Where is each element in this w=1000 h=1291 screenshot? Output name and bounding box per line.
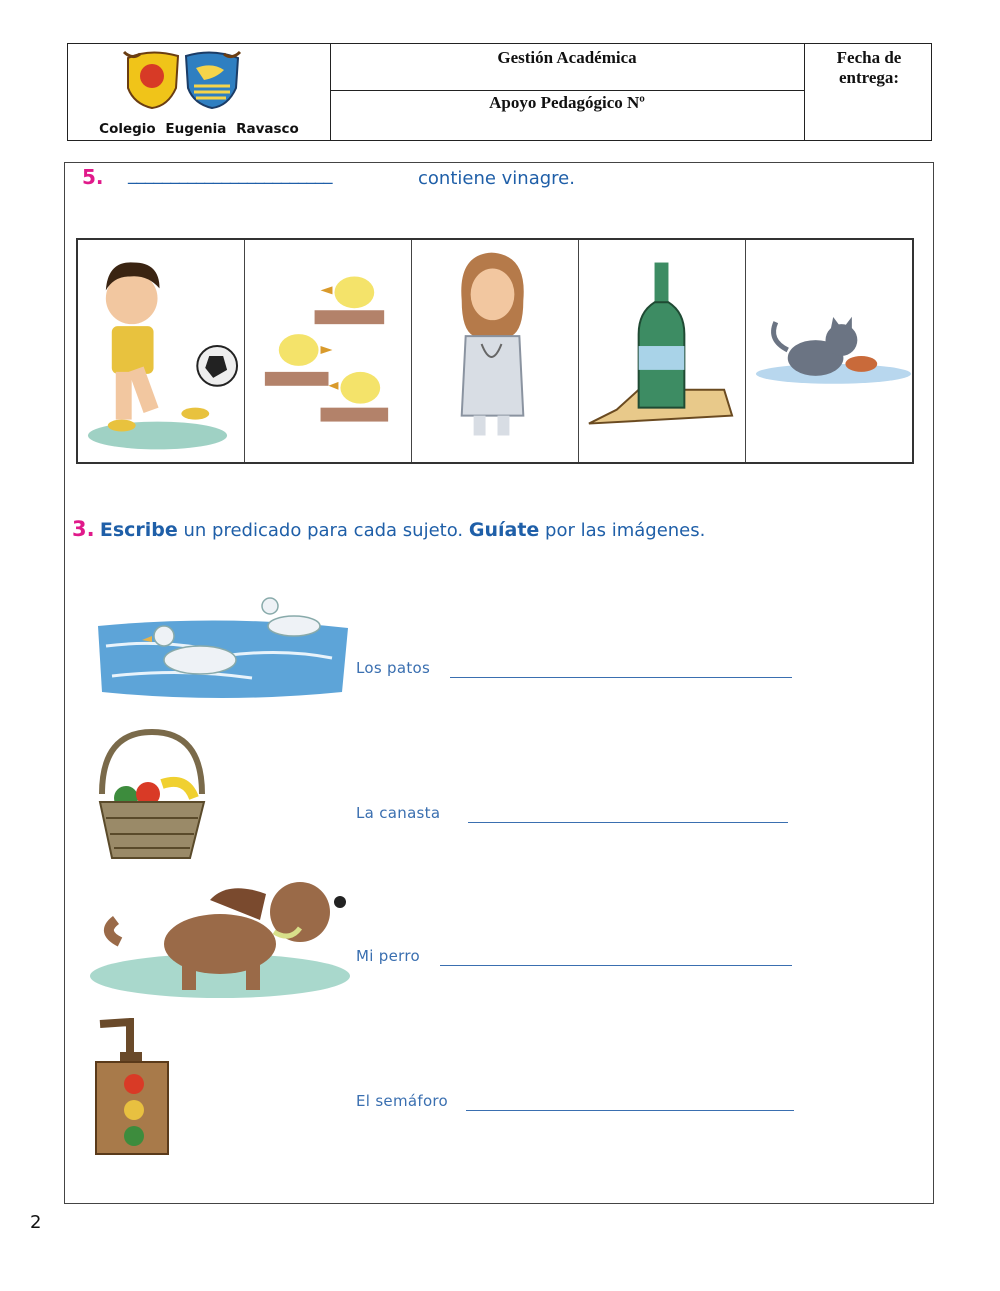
option-chicks[interactable] (245, 240, 412, 462)
cat-eating-icon (746, 240, 912, 462)
question-5-text: contiene vinagre. (418, 168, 575, 189)
page-title: Gestión Académica (497, 48, 637, 67)
bottle-icon (579, 240, 745, 462)
question-5 (82, 165, 104, 189)
answer-line-basket[interactable] (468, 822, 788, 823)
subject-label-basket: La canasta (356, 804, 441, 822)
image-strip (76, 238, 914, 464)
question-3-instruction (72, 517, 705, 542)
title-divider (330, 90, 804, 91)
page-number: 2 (30, 1212, 42, 1233)
page-subtitle: Apoyo Pedagógico Nº (489, 93, 645, 112)
question-5-number: 5. (82, 165, 104, 189)
answer-line-ducks[interactable] (450, 677, 792, 678)
option-bottle[interactable] (579, 240, 746, 462)
ducks-icon (92, 596, 354, 710)
option-cat-eating[interactable] (746, 240, 912, 462)
option-doctor[interactable] (412, 240, 579, 462)
subject-label-ducks: Los patos (356, 659, 431, 677)
school-name: Colegio Eugenia Ravasco (99, 121, 299, 137)
subject-label-traffic-light: El semáforo (356, 1092, 449, 1110)
answer-line-traffic-light[interactable] (466, 1110, 794, 1111)
logo-cell (68, 44, 331, 140)
subject-label-dog: Mi perro (356, 947, 420, 965)
answer-line-dog[interactable] (440, 965, 792, 966)
traffic-light-icon (90, 1018, 172, 1156)
school-logo-icon (120, 48, 244, 114)
question-3-bold-write: Escribe (99, 519, 178, 541)
question-3-text-mid: un predicado para cada sujeto. (177, 520, 469, 541)
header-table (67, 43, 932, 141)
delivery-date-label: Fecha de entrega: (836, 48, 902, 87)
question-3-number: 3. (72, 517, 95, 541)
boy-soccer-icon (78, 240, 244, 462)
doctor-icon (412, 240, 578, 462)
option-boy-soccer[interactable] (78, 240, 245, 462)
fruit-basket-icon (90, 728, 212, 864)
question-3-text-end: por las imágenes. (539, 520, 706, 541)
question-3-bold-guide: Guíate (468, 519, 540, 541)
dog-icon (90, 872, 354, 1004)
question-5-blank[interactable]: ________________________ (128, 164, 332, 185)
title-cell (330, 44, 805, 140)
chicks-icon (245, 240, 411, 462)
